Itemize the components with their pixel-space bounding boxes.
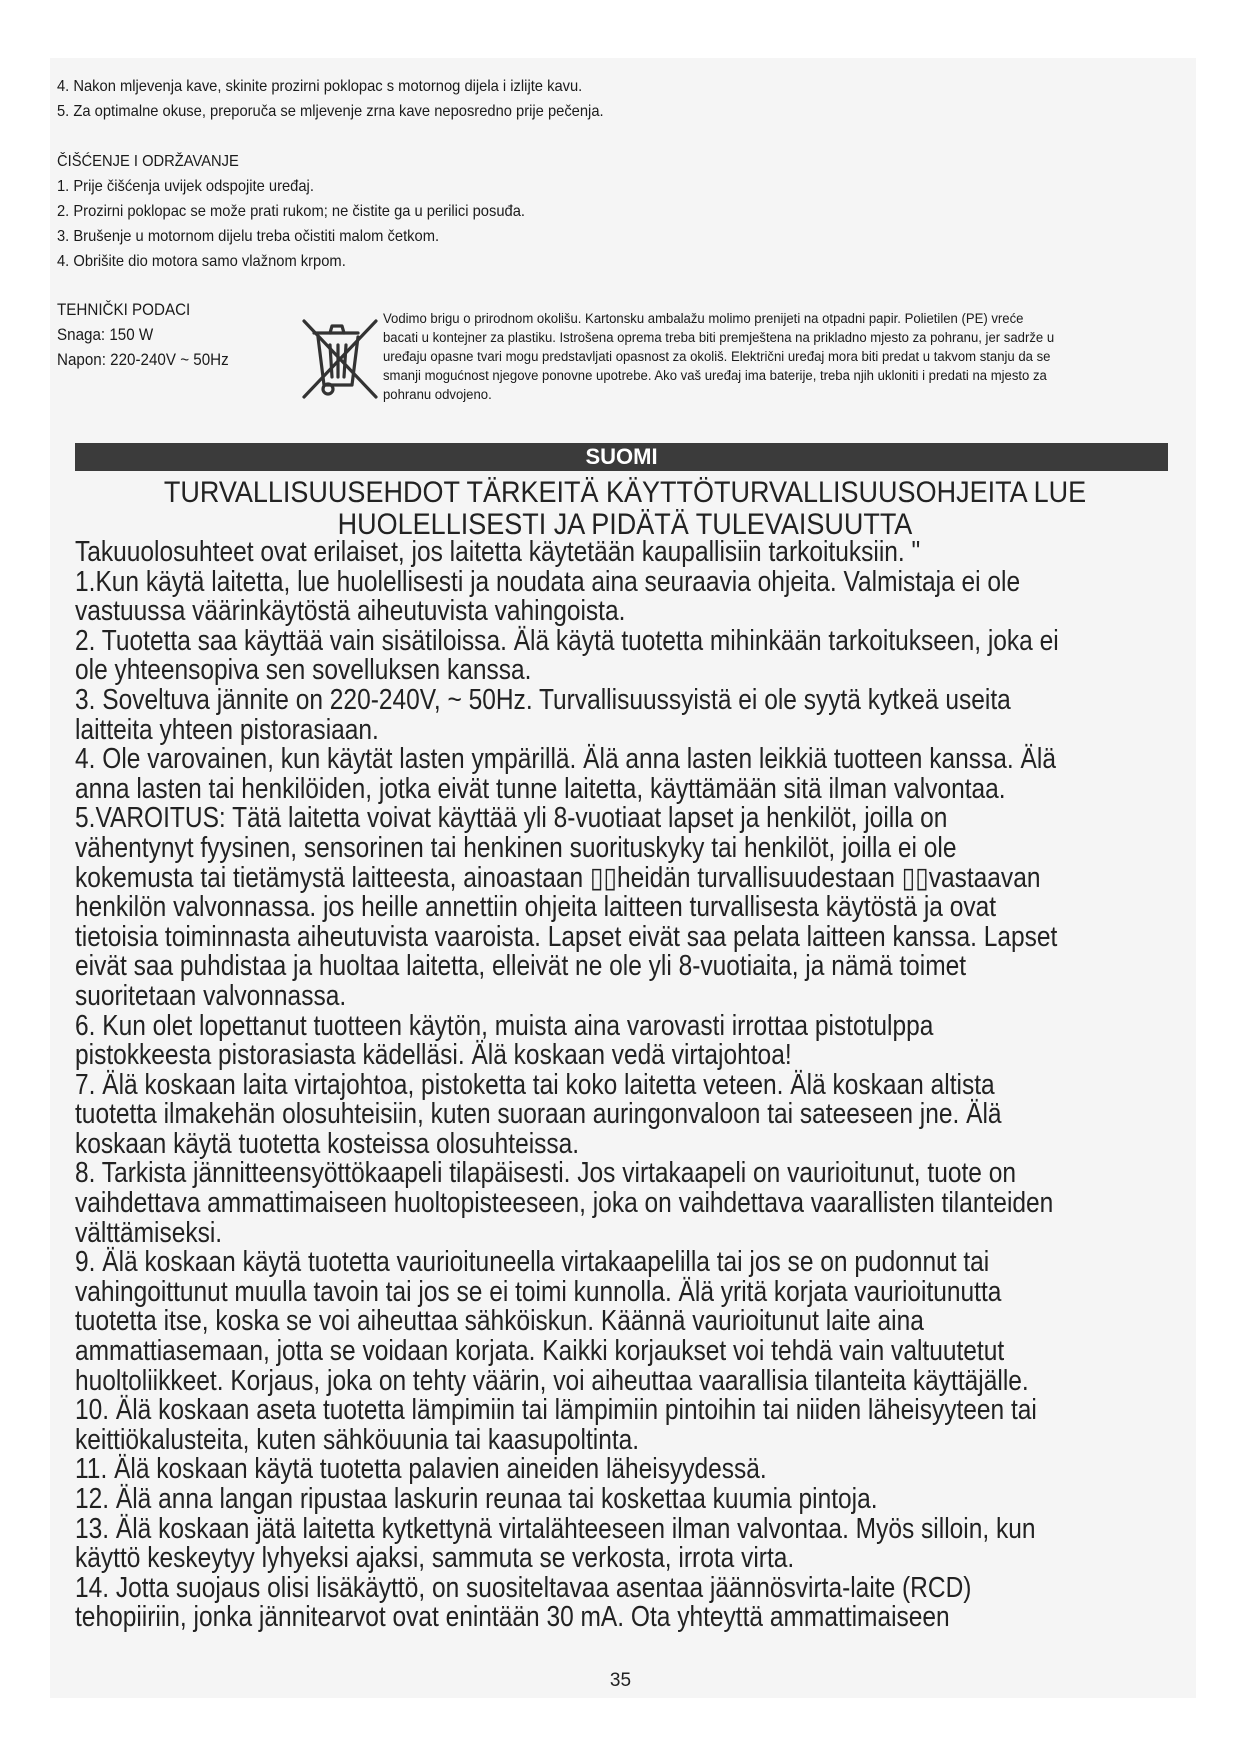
cleaning-item: 2. Prozirni poklopac se može prati rukom; ne čistite ga u perilici posuđa. <box>57 203 525 220</box>
body-line: 1.Kun käytä laitetta, lue huolellisesti ja noudata aina seuraavia ohjeita. Valmistaja ei ole <box>75 565 1021 598</box>
title-line: TURVALLISUUSEHDOT TÄRKEITÄ KÄYTTÖTURVALLISUUSOHJEITA LUE <box>163 476 1087 509</box>
crossed-out-wheelie-bin-icon <box>300 315 380 401</box>
body-line: 4. Ole varovainen, kun käytät lasten ympärillä. Älä anna lasten leikkiä tuotteen kanssa. Älä <box>75 743 1056 776</box>
step-item: 4. Nakon mljevenja kave, skinite prozirni poklopac s motornog dijela i izlijte kavu. <box>57 78 583 95</box>
body-line: tuotetta ilmakehän olosuhteisiin, kuten suoraan auringonvaloon tai sateeseen jne. Älä <box>75 1098 1002 1131</box>
technical-heading: TEHNIČKI PODACI <box>57 301 191 319</box>
title-line: HUOLELLISESTI JA PIDÄTÄ TULEVAISUUTTA <box>337 508 913 541</box>
body-line: 2. Tuotetta saa käyttää vain sisätiloissa. Älä käytä tuotetta mihinkään tarkoitukseen, joka ei <box>75 624 1059 657</box>
body-line: 6. Kun olet lopettanut tuotteen käytön, muista aina varovasti irrottaa pistotulppa <box>75 1009 934 1042</box>
environment-line: pohranu odvojeno. <box>383 387 492 403</box>
safety-instructions <box>75 538 1150 1633</box>
body-line: tehopiiriin, jonka jännitearvot ovat enintään 30 mA. Ota yhteyttä ammattimaiseen <box>75 1601 950 1634</box>
body-line: vaihdettava ammattimaiseen huoltopisteeseen, joka on vaihdettava vaarallisten tilanteiden <box>75 1187 1054 1220</box>
body-line: Takuuolosuhteet ovat erilaiset, jos laitetta käytetään kaupallisiin tarkoituksiin. " <box>75 536 921 568</box>
body-line: eivät saa puhdistaa ja huoltaa laitetta, elleivät ne ole yli 8-vuotiaita, ja nämä toimet <box>75 950 967 983</box>
body-line: käyttö keskeytyy lyhyeksi ajaksi, sammuta se verkosta, irrota virta. <box>75 1542 795 1575</box>
environment-line: uređaju opasne tvari mogu predstavljati opasnost za okoliš. Električni uređaj mora biti predat u takvom stanju da se <box>383 349 1051 365</box>
cleaning-heading: ČIŠĆENJE I ODRŽAVANJE <box>57 153 239 170</box>
previous-section-steps <box>57 74 1087 274</box>
body-line: vahingoittunut muulla tavoin tai jos se ei toimi kunnolla. Älä yritä korjata vaurioitunutta <box>75 1275 1002 1308</box>
environment-line: bacati u kontejner za plastiku. Istrošena oprema treba biti premještena na prikladno mjesto za pohranu, jer sadrže u <box>383 330 1055 346</box>
body-line: kokemusta tai tietämystä laitteesta, ainoastaan ▯▯heidän turvallisuudestaan ▯▯vastaavan <box>75 861 1041 894</box>
language-section-bar: SUOMI <box>75 443 1168 471</box>
body-line: tietoisia toiminnasta aiheutuvista vaaroista. Lapset eivät saa pelata laitteen kanssa. Lapset <box>75 920 1058 953</box>
body-line: 14. Jotta suojaus olisi lisäkäyttö, on suositeltavaa asentaa jäännösvirta-laite (RCD) <box>75 1571 972 1604</box>
body-line: 5.VAROITUS: Tätä laitetta voivat käyttää yli 8-vuotiaat lapset ja henkilöt, joilla on <box>75 802 948 835</box>
body-line: 7. Älä koskaan laita virtajohtoa, pistoketta tai koko laitetta veteen. Älä koskaan altista <box>75 1068 995 1101</box>
body-line: tuotetta itse, koska se voi aiheuttaa sähköiskun. Käännä vaurioitunut laite aina <box>75 1305 924 1338</box>
technical-data <box>57 298 229 373</box>
page-title <box>60 477 1190 541</box>
body-line: 3. Soveltuva jännite on 220-240V, ~ 50Hz. Turvallisuussyistä ei ole syytä kytkeä useita <box>75 683 1011 716</box>
body-line: 12. Älä anna langan ripustaa laskurin reunaa tai koskettaa kuumia pintoja. <box>75 1483 878 1515</box>
environment-line: Vodimo brigu o prirodnom okolišu. Kartonsku ambalažu molimo prenijeti na otpadni papir. Polietilen (PE) vreće <box>383 311 1024 327</box>
environment-line: smanji mogućnost njegove ponovne upotrebe. Ako vaš uređaj ima baterije, treba njih ukloniti i predati na mjesto za <box>383 368 1047 384</box>
body-line: ammattiasemaan, jotta se voidaan korjata. Kaikki korjaukset voi tehdä vain valtuutetut <box>75 1335 1005 1368</box>
cleaning-item: 4. Obrišite dio motora samo vlažnom krpom. <box>57 253 346 270</box>
body-line: välttämiseksi. <box>75 1216 223 1249</box>
body-line: laitteita yhteen pistorasiaan. <box>75 713 379 746</box>
body-line: anna lasten tai henkilöiden, jotka eivät tunne laitetta, käyttämään sitä ilman valvontaa. <box>75 772 1006 805</box>
body-line: 9. Älä koskaan käytä tuotetta vaurioituneella virtakaapelilla tai jos se on pudonnut tai <box>75 1246 990 1279</box>
body-line: 8. Tarkista jännitteensyöttökaapeli tilapäisesti. Jos virtakaapeli on vaurioitunut, tuote on <box>75 1157 1017 1190</box>
technical-voltage: Napon: 220-240V ~ 50Hz <box>57 351 229 369</box>
body-line: huoltoliikkeet. Korjaus, joka on tehty väärin, voi aiheuttaa vaarallisia tilanteita käyttäjälle. <box>75 1364 1029 1397</box>
page-number: 35 <box>609 1670 632 1691</box>
step-item: 5. Za optimalne okuse, preporuča se mljevenje zrna kave neposredno prije pečenja. <box>57 103 604 120</box>
body-line: 10. Älä koskaan aseta tuotetta lämpimiin tai lämpimiin pintoihin tai niiden läheisyyteen tai <box>75 1394 1037 1427</box>
body-line: vastuussa väärinkäytöstä aiheutuvista vahingoista. <box>75 595 626 628</box>
cleaning-item: 3. Brušenje u motornom dijelu treba očistiti malom četkom. <box>57 228 440 245</box>
body-line: vähentynyt fyysinen, sensorinen tai henkinen suorituskyky tai henkilöt, joilla ei ole <box>75 831 957 864</box>
body-line: pistokkeesta pistorasiasta kädelläsi. Älä koskaan vedä virtajohtoa! <box>75 1039 792 1072</box>
body-line: suoritetaan valvonnassa. <box>75 979 347 1012</box>
body-line: henkilön valvonnassa. jos heille annettiin ohjeita laitteen turvallisesta käytöstä ja ovat <box>75 891 997 924</box>
body-line: koskaan käytä tuotetta kosteissa olosuhteissa. <box>75 1127 580 1160</box>
body-line: ole yhteensopiva sen sovelluksen kanssa. <box>75 654 532 687</box>
technical-power: Snaga: 150 W <box>57 326 154 344</box>
cleaning-item: 1. Prije čišćenja uvijek odspojite uređaj. <box>57 178 314 195</box>
environment-notice <box>383 310 1179 405</box>
body-line: keittiökalusteita, kuten sähköuunia tai kaasupoltinta. <box>75 1423 640 1456</box>
body-line: 13. Älä koskaan jätä laitetta kytkettynä virtalähteeseen ilman valvontaa. Myös silloin, kun <box>75 1512 1036 1545</box>
body-line: 11. Älä koskaan käytä tuotetta palavien aineiden läheisyydessä. <box>75 1453 767 1486</box>
